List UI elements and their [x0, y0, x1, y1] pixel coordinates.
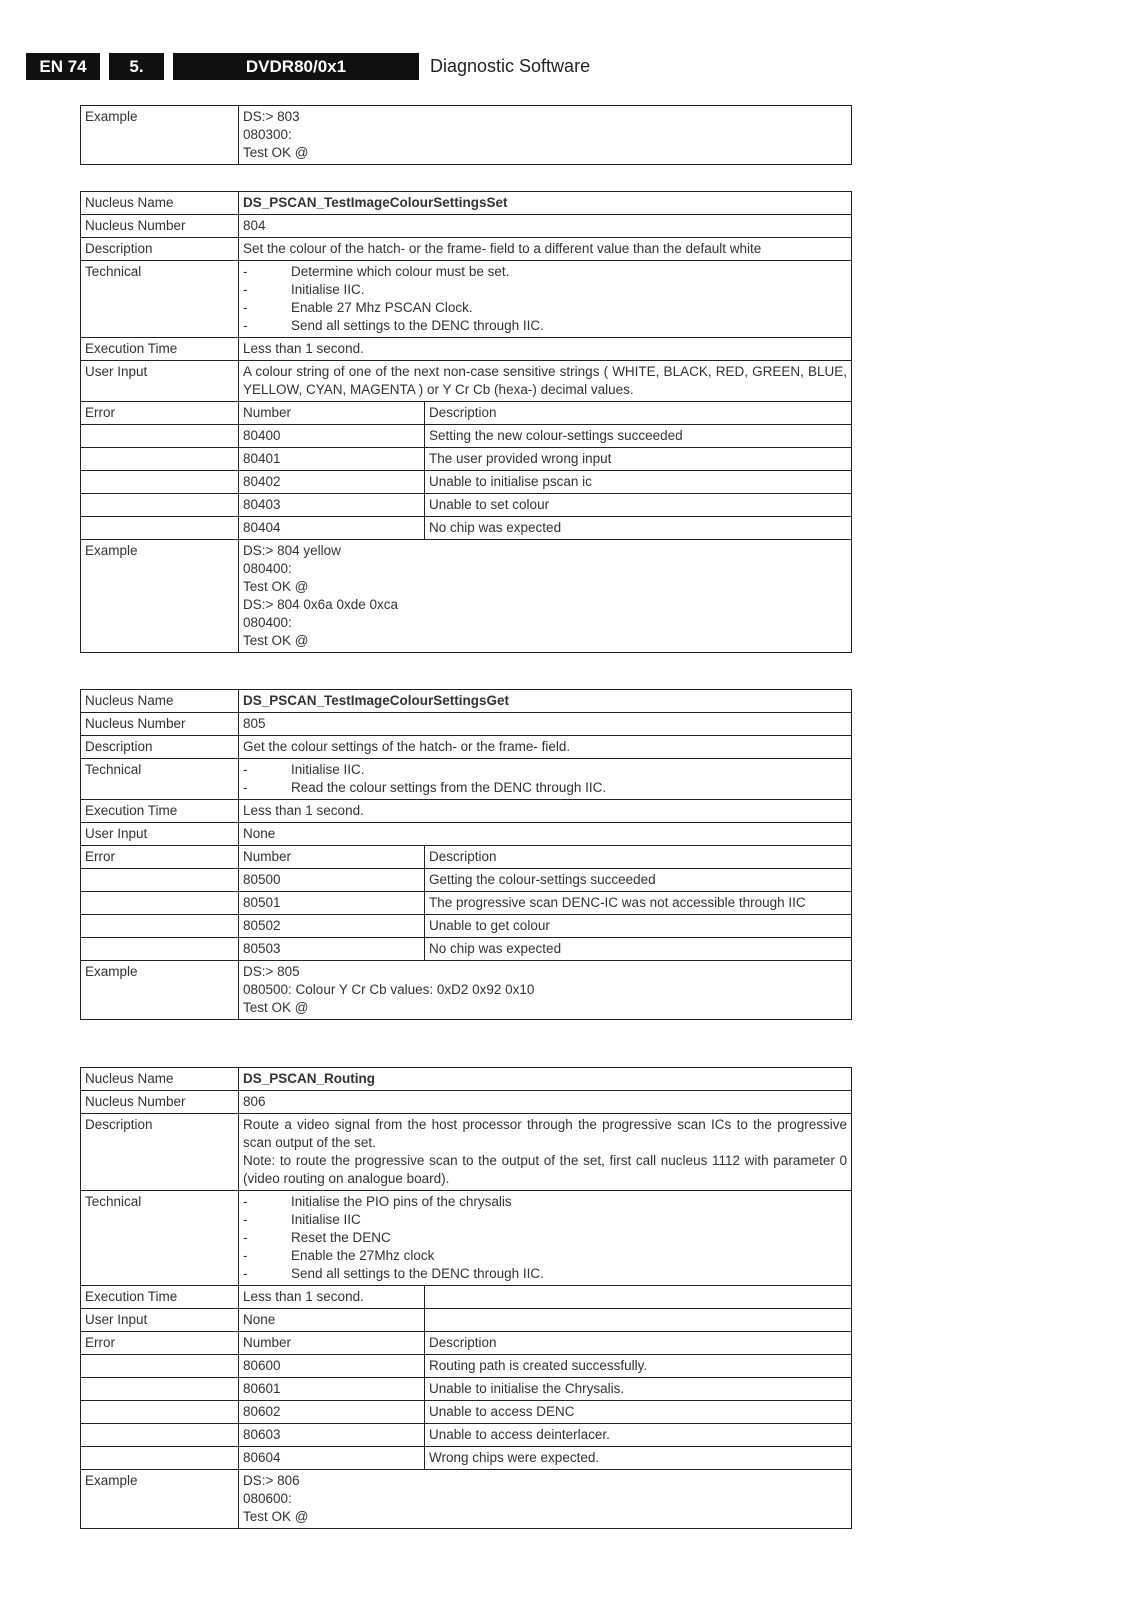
table-row — [81, 192, 852, 215]
error-description: Unable to access deinterlacer. — [425, 1424, 852, 1447]
table-row — [81, 106, 852, 165]
error-description-header: Description — [425, 402, 852, 425]
technical-step: - Initialise IIC. — [243, 281, 847, 299]
error-number-header: Number — [239, 402, 425, 425]
description-note: Note: to route the progressive scan to the output of the set, first call nucleus 1112 with parameter 0 (video routing on analogue board). — [243, 1153, 847, 1186]
user-input: A colour string of one of the next non-case sensitive strings ( WHITE, BLACK, RED, GREEN, BLUE, YELLOW, CYAN, MAGENTA ) or Y Cr Cb (hexa-) decimal values. — [239, 361, 852, 402]
row-label: Example — [81, 540, 239, 653]
example-line: Test OK @ — [243, 1509, 309, 1524]
error-description-header: Description — [425, 846, 852, 869]
example-line: DS:> 804 0x6a 0xde 0xca — [243, 597, 398, 612]
technical-step: - Send all settings to the DENC through IIC. — [243, 1265, 847, 1283]
example-cell — [239, 106, 852, 165]
nucleus-name: DS_PSCAN_Routing — [239, 1068, 852, 1091]
error-code: 80601 — [239, 1378, 425, 1401]
example-line: 080400: — [243, 561, 292, 576]
table-row — [81, 1378, 852, 1401]
technical-step: - Reset the DENC — [243, 1229, 847, 1247]
example-line: Test OK @ — [243, 579, 309, 594]
table-row — [81, 1091, 852, 1114]
error-code: 80500 — [239, 869, 425, 892]
row-label: Nucleus Name — [81, 690, 239, 713]
table-row — [81, 1286, 852, 1309]
table-row — [81, 823, 852, 846]
row-label: Description — [81, 1114, 239, 1191]
error-description: Unable to get colour — [425, 915, 852, 938]
page-number-badge: EN 74 — [26, 53, 100, 80]
nucleus-803-example-table — [80, 105, 852, 165]
error-description: Unable to set colour — [425, 494, 852, 517]
row-label: Execution Time — [81, 800, 239, 823]
error-description: The progressive scan DENC-IC was not accessible through IIC — [425, 892, 852, 915]
row-label: Technical — [81, 1191, 239, 1286]
description-cell — [239, 1114, 852, 1191]
table-row — [81, 402, 852, 425]
example-line: DS:> 803 — [243, 109, 300, 124]
table-row — [81, 494, 852, 517]
error-description: The user provided wrong input — [425, 448, 852, 471]
error-code: 80403 — [239, 494, 425, 517]
technical-cell — [239, 261, 852, 338]
table-row — [81, 215, 852, 238]
example-line: DS:> 804 yellow — [243, 543, 341, 558]
error-code: 80600 — [239, 1355, 425, 1378]
example-cell — [239, 540, 852, 653]
technical-step: - Determine which colour must be set. — [243, 263, 847, 281]
example-cell — [239, 961, 852, 1020]
example-cell — [239, 1470, 852, 1529]
error-description: Unable to initialise the Chrysalis. — [425, 1378, 852, 1401]
table-row — [81, 1355, 852, 1378]
error-description: Routing path is created successfully. — [425, 1355, 852, 1378]
error-code: 80501 — [239, 892, 425, 915]
error-code: 80502 — [239, 915, 425, 938]
table-row — [81, 759, 852, 800]
row-label: Error — [81, 1332, 239, 1355]
nucleus-number: 806 — [239, 1091, 852, 1114]
nucleus-805-table — [80, 689, 852, 1020]
error-description: No chip was expected — [425, 517, 852, 540]
table-row — [81, 338, 852, 361]
row-label: Execution Time — [81, 1286, 239, 1309]
example-line: 080400: — [243, 615, 292, 630]
table-row — [81, 238, 852, 261]
page-title: Diagnostic Software — [430, 56, 591, 76]
description-cell — [239, 238, 852, 261]
example-line: Test OK @ — [243, 145, 309, 160]
table-row — [81, 1401, 852, 1424]
table-row — [81, 1191, 852, 1286]
user-input: None — [239, 1309, 425, 1332]
example-line: 080300: — [243, 127, 292, 142]
technical-step: - Enable the 27Mhz clock — [243, 1247, 847, 1265]
row-label: Technical — [81, 261, 239, 338]
nucleus-804-table — [80, 191, 852, 653]
example-line: Test OK @ — [243, 1000, 309, 1015]
row-label: User Input — [81, 1309, 239, 1332]
error-code: 80602 — [239, 1401, 425, 1424]
execution-time: Less than 1 second. — [239, 1286, 425, 1309]
error-code: 80604 — [239, 1447, 425, 1470]
row-label: Example — [81, 961, 239, 1020]
table-row — [81, 425, 852, 448]
error-code: 80503 — [239, 938, 425, 961]
error-code: 80401 — [239, 448, 425, 471]
table-row — [81, 869, 852, 892]
table-row — [81, 713, 852, 736]
nucleus-806-table — [80, 1067, 852, 1529]
row-label: Example — [81, 106, 239, 165]
example-line: DS:> 805 — [243, 964, 300, 979]
row-label: Description — [81, 736, 239, 759]
row-label: Nucleus Number — [81, 1091, 239, 1114]
user-input: None — [239, 823, 852, 846]
table-row — [81, 448, 852, 471]
error-number-header: Number — [239, 1332, 425, 1355]
error-description: No chip was expected — [425, 938, 852, 961]
error-code: 80402 — [239, 471, 425, 494]
example-line: Test OK @ — [243, 633, 309, 648]
row-label: User Input — [81, 823, 239, 846]
error-description: Wrong chips were expected. — [425, 1447, 852, 1470]
table-row — [81, 892, 852, 915]
table-row — [81, 517, 852, 540]
example-line: 080600: — [243, 1491, 292, 1506]
table-row — [81, 1068, 852, 1091]
nucleus-number: 804 — [239, 215, 852, 238]
table-row — [81, 961, 852, 1020]
description-text: Set the colour of the hatch- or the frame- field to a different value than the default white — [243, 241, 762, 256]
technical-step: - Send all settings to the DENC through IIC. — [243, 317, 847, 335]
table-row — [81, 1332, 852, 1355]
nucleus-name: DS_PSCAN_TestImageColourSettingsSet — [239, 192, 852, 215]
row-label: Error — [81, 402, 239, 425]
row-label: Execution Time — [81, 338, 239, 361]
execution-time: Less than 1 second. — [239, 800, 852, 823]
row-label: Description — [81, 238, 239, 261]
page-header — [26, 53, 590, 80]
table-row — [81, 915, 852, 938]
table-row — [81, 938, 852, 961]
example-line: DS:> 806 — [243, 1473, 300, 1488]
table-row — [81, 1470, 852, 1529]
table-row — [81, 1309, 852, 1332]
error-description: Unable to access DENC — [425, 1401, 852, 1424]
table-row — [81, 800, 852, 823]
error-description: Setting the new colour-settings succeeded — [425, 425, 852, 448]
table-row — [81, 736, 852, 759]
row-label: Nucleus Number — [81, 215, 239, 238]
row-label: Error — [81, 846, 239, 869]
row-label: Technical — [81, 759, 239, 800]
section-number-badge: 5. — [109, 53, 164, 80]
technical-step: - Initialise IIC — [243, 1211, 847, 1229]
description-text: Route a video signal from the host processor through the progressive scan ICs to the progressive scan output of the set. — [243, 1117, 847, 1150]
nucleus-name: DS_PSCAN_TestImageColourSettingsGet — [239, 690, 852, 713]
row-label: Example — [81, 1470, 239, 1529]
table-row — [81, 261, 852, 338]
error-description: Unable to initialise pscan ic — [425, 471, 852, 494]
row-label: Nucleus Name — [81, 192, 239, 215]
table-row — [81, 471, 852, 494]
table-row — [81, 540, 852, 653]
error-code: 80400 — [239, 425, 425, 448]
technical-step: - Initialise IIC. — [243, 761, 847, 779]
table-row — [81, 1447, 852, 1470]
execution-time: Less than 1 second. — [239, 338, 852, 361]
table-row — [81, 361, 852, 402]
technical-step: - Enable 27 Mhz PSCAN Clock. — [243, 299, 847, 317]
table-row — [81, 1114, 852, 1191]
description-text: Get the colour settings of the hatch- or the frame- field. — [239, 736, 852, 759]
table-row — [81, 846, 852, 869]
row-label: User Input — [81, 361, 239, 402]
error-number-header: Number — [239, 846, 425, 869]
model-badge: DVDR80/0x1 — [173, 53, 419, 80]
row-label: Nucleus Name — [81, 1068, 239, 1091]
technical-cell — [239, 1191, 852, 1286]
error-code: 80603 — [239, 1424, 425, 1447]
technical-step: - Initialise the PIO pins of the chrysalis — [243, 1193, 847, 1211]
error-description-header: Description — [425, 1332, 852, 1355]
table-row — [81, 1424, 852, 1447]
error-description: Getting the colour-settings succeeded — [425, 869, 852, 892]
row-label: Nucleus Number — [81, 713, 239, 736]
table-row — [81, 690, 852, 713]
example-line: 080500: Colour Y Cr Cb values: 0xD2 0x92 0x10 — [243, 982, 535, 997]
nucleus-number: 805 — [239, 713, 852, 736]
error-code: 80404 — [239, 517, 425, 540]
technical-step: - Read the colour settings from the DENC through IIC. — [243, 779, 847, 797]
technical-cell — [239, 759, 852, 800]
